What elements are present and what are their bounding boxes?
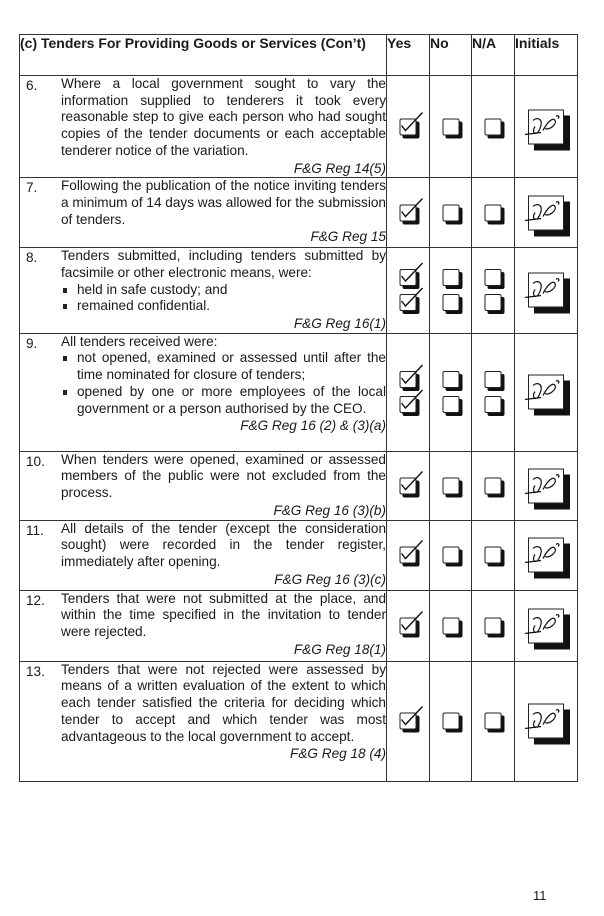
initials-cell (515, 76, 578, 178)
table-row (20, 520, 578, 590)
initials-box[interactable] (528, 375, 564, 410)
no-cell (430, 248, 472, 334)
initials-box[interactable] (528, 704, 564, 739)
na-checkbox[interactable] (485, 396, 502, 413)
na-cell (472, 520, 515, 590)
no-checkbox[interactable] (442, 477, 459, 494)
bullet-text: remained confidential. (77, 298, 210, 314)
regulation-reference: F&G Reg 16(1) (293, 316, 386, 332)
item-bullet (61, 298, 386, 315)
table-row (20, 178, 578, 248)
item-description (20, 178, 387, 248)
item-number: 6. (26, 78, 38, 93)
na-cell (472, 661, 515, 781)
initials-box[interactable] (528, 538, 564, 573)
initials-cell (515, 248, 578, 334)
na-cell (472, 590, 515, 661)
table-row (20, 451, 578, 520)
initials-box[interactable] (528, 109, 564, 144)
initials-cell (515, 661, 578, 781)
initials-cell (515, 451, 578, 520)
item-text: Tenders that were not rejected were assessed by means of a written evaluation of the extent to which each tender satisfied the criteria for deciding which tender to accept and which tender was most advantageous to the local government to accept. (61, 661, 386, 744)
na-cell (472, 333, 515, 451)
yes-checkbox-checked[interactable] (400, 118, 417, 135)
regulation-reference: F&G Reg 16 (3)(b) (273, 502, 386, 518)
bullet-icon (63, 390, 67, 395)
na-checkbox[interactable] (485, 294, 502, 311)
column-header-initials: Initials (515, 35, 578, 76)
na-checkbox[interactable] (485, 713, 502, 730)
na-cell (472, 451, 515, 520)
item-number: 11. (26, 522, 44, 538)
item-text: Following the publication of the notice inviting tenders a minimum of 14 days was allowed for the submission of tenders. (61, 178, 386, 227)
checklist-table (19, 34, 578, 782)
item-description (20, 76, 387, 178)
initials-box[interactable] (528, 608, 564, 643)
initials-box[interactable] (528, 468, 564, 503)
yes-cell (387, 248, 430, 334)
no-cell (430, 520, 472, 590)
table-row (20, 590, 578, 661)
column-header-no: No (430, 35, 472, 76)
item-description (20, 590, 387, 661)
item-description (20, 520, 387, 590)
item-text: Where a local government sought to vary the information supplied to tenderers it took every reasonable step to give each person who had sought copies of the tender documents or each acceptable tenderer notice of the variation. (61, 76, 386, 158)
bullet-text: opened by one or more employees of the local government or a person authorised by the CEO. (77, 383, 386, 416)
item-text: When tenders were opened, examined or assessed members of the public were not excluded from the process. (61, 451, 386, 501)
column-header-yes: Yes (387, 35, 430, 76)
yes-checkbox-checked[interactable] (400, 547, 417, 564)
no-cell (430, 451, 472, 520)
no-checkbox[interactable] (442, 269, 459, 286)
yes-cell (387, 76, 430, 178)
yes-checkbox-checked[interactable] (400, 713, 417, 730)
item-bullet (61, 282, 386, 299)
regulation-reference: F&G Reg 16 (2) & (3)(a) (240, 418, 386, 434)
yes-checkbox-checked[interactable] (400, 294, 417, 311)
no-checkbox[interactable] (442, 294, 459, 311)
no-checkbox[interactable] (442, 396, 459, 413)
na-cell (472, 76, 515, 178)
item-description (20, 333, 387, 451)
item-text: Tenders submitted, including tenders submitted by facsimile or other electronic means, were: (61, 248, 386, 280)
item-number: 8. (26, 250, 38, 266)
column-header-na: N/A (472, 35, 515, 76)
na-checkbox[interactable] (485, 617, 502, 634)
yes-checkbox-checked[interactable] (400, 204, 417, 221)
na-cell (472, 248, 515, 334)
section-title: (c) Tenders For Providing Goods or Services (Con’t) (20, 35, 387, 76)
na-checkbox[interactable] (485, 371, 502, 388)
table-row (20, 333, 578, 451)
initials-box[interactable] (528, 195, 564, 230)
na-checkbox[interactable] (485, 547, 502, 564)
regulation-reference: F&G Reg 18 (4) (290, 746, 386, 762)
item-number: 7. (26, 180, 38, 196)
no-cell (430, 590, 472, 661)
yes-checkbox-checked[interactable] (400, 269, 417, 286)
initials-cell (515, 178, 578, 248)
initials-box[interactable] (528, 273, 564, 308)
table-header-row (20, 35, 578, 76)
yes-checkbox-checked[interactable] (400, 396, 417, 413)
no-checkbox[interactable] (442, 617, 459, 634)
no-checkbox[interactable] (442, 547, 459, 564)
no-checkbox[interactable] (442, 118, 459, 135)
item-description (20, 661, 387, 781)
table-row (20, 76, 578, 178)
initials-cell (515, 333, 578, 451)
initials-cell (515, 590, 578, 661)
item-bullet (61, 350, 386, 383)
yes-checkbox-checked[interactable] (400, 617, 417, 634)
item-text: Tenders that were not submitted at the place, and within the time specified in the invitation to tender were rejected. (61, 590, 386, 640)
yes-checkbox-checked[interactable] (400, 477, 417, 494)
item-bullet (61, 384, 386, 417)
table-row (20, 248, 578, 334)
regulation-reference: F&G Reg 18(1) (293, 641, 386, 657)
yes-cell (387, 661, 430, 781)
no-cell (430, 661, 472, 781)
no-cell (430, 333, 472, 451)
no-checkbox[interactable] (442, 204, 459, 221)
yes-cell (387, 333, 430, 451)
item-text: All tenders received were: (61, 333, 218, 349)
item-number: 12. (26, 592, 45, 608)
no-checkbox[interactable] (442, 713, 459, 730)
table-row (20, 661, 578, 781)
na-checkbox[interactable] (485, 204, 502, 221)
na-checkbox[interactable] (485, 269, 502, 286)
bullet-text: not opened, examined or assessed until after the time nominated for closure of tenders; (77, 350, 386, 383)
item-number: 10. (26, 453, 45, 469)
item-number: 9. (26, 335, 38, 351)
yes-cell (387, 451, 430, 520)
item-description (20, 451, 387, 520)
no-cell (430, 178, 472, 248)
initials-cell (515, 520, 578, 590)
na-checkbox[interactable] (485, 477, 502, 494)
item-description (20, 248, 387, 334)
yes-cell (387, 520, 430, 590)
yes-cell (387, 590, 430, 661)
item-number: 13. (26, 663, 45, 679)
yes-checkbox-checked[interactable] (400, 371, 417, 388)
regulation-reference: F&G Reg 16 (3)(c) (274, 571, 386, 587)
yes-cell (387, 178, 430, 248)
bullet-text: held in safe custody; and (77, 281, 228, 297)
bullet-icon (63, 304, 67, 309)
regulation-reference: F&G Reg 15 (310, 229, 386, 245)
bullet-icon (63, 356, 67, 361)
bullet-icon (63, 288, 67, 293)
no-cell (430, 76, 472, 178)
no-checkbox[interactable] (442, 371, 459, 388)
regulation-reference: F&G Reg 14(5) (293, 160, 386, 176)
item-text: All details of the tender (except the consideration sought) were recorded in the tender register, immediately after opening. (61, 520, 386, 570)
na-checkbox[interactable] (485, 118, 502, 135)
na-cell (472, 178, 515, 248)
page-number: 11 (533, 888, 547, 903)
